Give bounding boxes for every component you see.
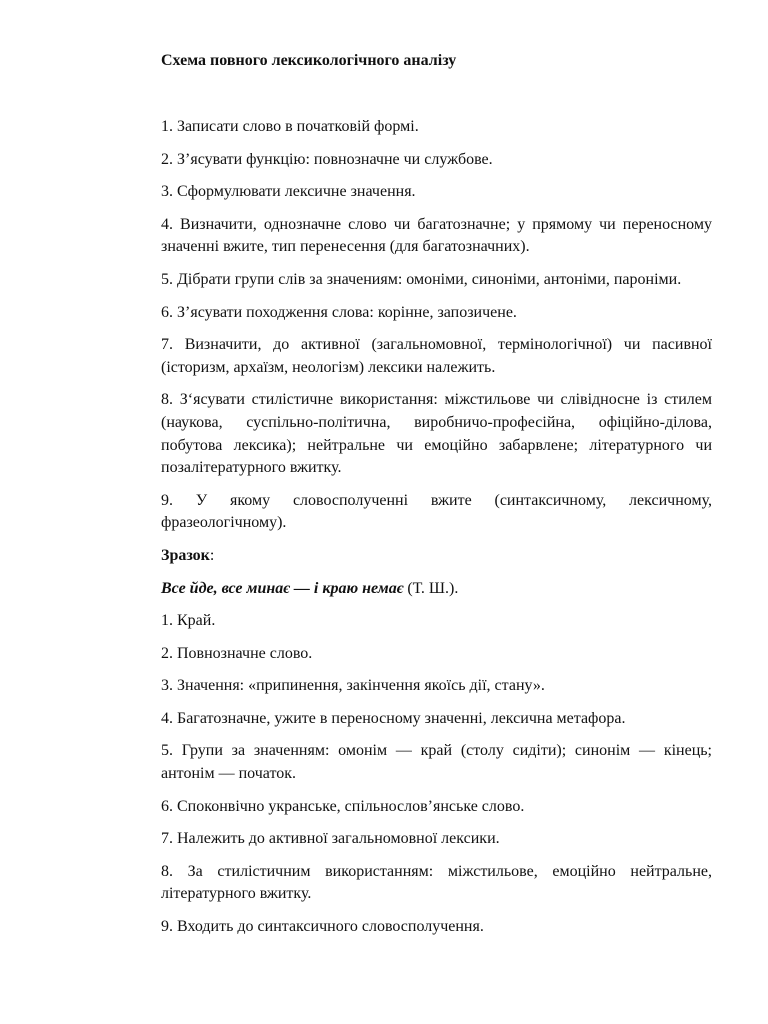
analysis-item-3: 3. Значення: «припинення, закінчення якоїсь дії, стану».: [161, 677, 545, 695]
analysis-item-6: 6. Споконвічно укранське, спільнослов’янське слово.: [161, 797, 525, 815]
scheme-step-3: 3. Сформулювати лексичне значення.: [161, 183, 416, 201]
scheme-step-2: 2. З’ясувати функцію: повнозначне чи службове.: [161, 150, 493, 168]
sample-heading: [161, 545, 712, 568]
analysis-scheme-list: [161, 116, 712, 939]
scheme-step-8: 8. З‘ясувати стилістичне використання: міжстильове чи слівідносне із стилем (наукова, суспільно-політична, виробничо-професійна, офіційно-ділова, побутова лексика); нейтральне чи емоційно забарвлене; літературного чи позалітературного вжитку.: [161, 391, 712, 477]
scheme-step-6: 6. З’ясувати походження слова: корінне, запозичене.: [161, 303, 517, 321]
scheme-step-9: 9. У якому словосполученні вжите (синтаксичному, лексичному, фразеологічному).: [161, 491, 712, 532]
analysis-item-9: 9. Входить до синтаксичного словосполучення.: [161, 918, 484, 936]
sample-quote: [161, 578, 712, 601]
analysis-item-7: 7. Належить до активної загальномовної лексики.: [161, 830, 500, 848]
scheme-step-7: 7. Визначити, до активної (загальномовної, термінологічної) чи пасивної (історизм, архаїзм, неологізм) лексики належить.: [161, 336, 712, 376]
scheme-step-1: 1. Записати слово в початковій формі.: [161, 118, 419, 135]
analysis-item-4: 4. Багатозначне, ужите в переносному значенні, лексична метафора.: [161, 709, 626, 727]
analysis-item-8: 8. За стилістичним використанням: міжстильове, емоційно нейтральне, літературного вжитку.: [161, 862, 712, 903]
document-title: Схема повного лексикологічного аналізу: [161, 52, 457, 69]
document-page: [161, 50, 712, 949]
sample-label: Зразок: [161, 546, 210, 564]
scheme-step-4: 4. Визначити, однозначне слово чи багатозначне; у прямому чи переносному значенні вжите, тип перенесення (для багатозначних).: [161, 215, 712, 256]
quote-source: (Т. Ш.).: [403, 579, 459, 597]
sample-colon: :: [209, 546, 215, 564]
quote-text: Все йде, все минає — і краю немає: [161, 579, 404, 597]
analysis-item-1: 1. Край.: [161, 612, 216, 630]
analysis-item-2: 2. Повнозначне слово.: [161, 644, 313, 662]
scheme-step-5: 5. Дібрати групи слів за значениям: омоніми, синоніми, антоніми, пароніми.: [161, 270, 682, 288]
analysis-item-5: 5. Групи за значенням: омонім — край (столу сидіти); синонім — кінець; антонім — початок.: [161, 742, 712, 783]
